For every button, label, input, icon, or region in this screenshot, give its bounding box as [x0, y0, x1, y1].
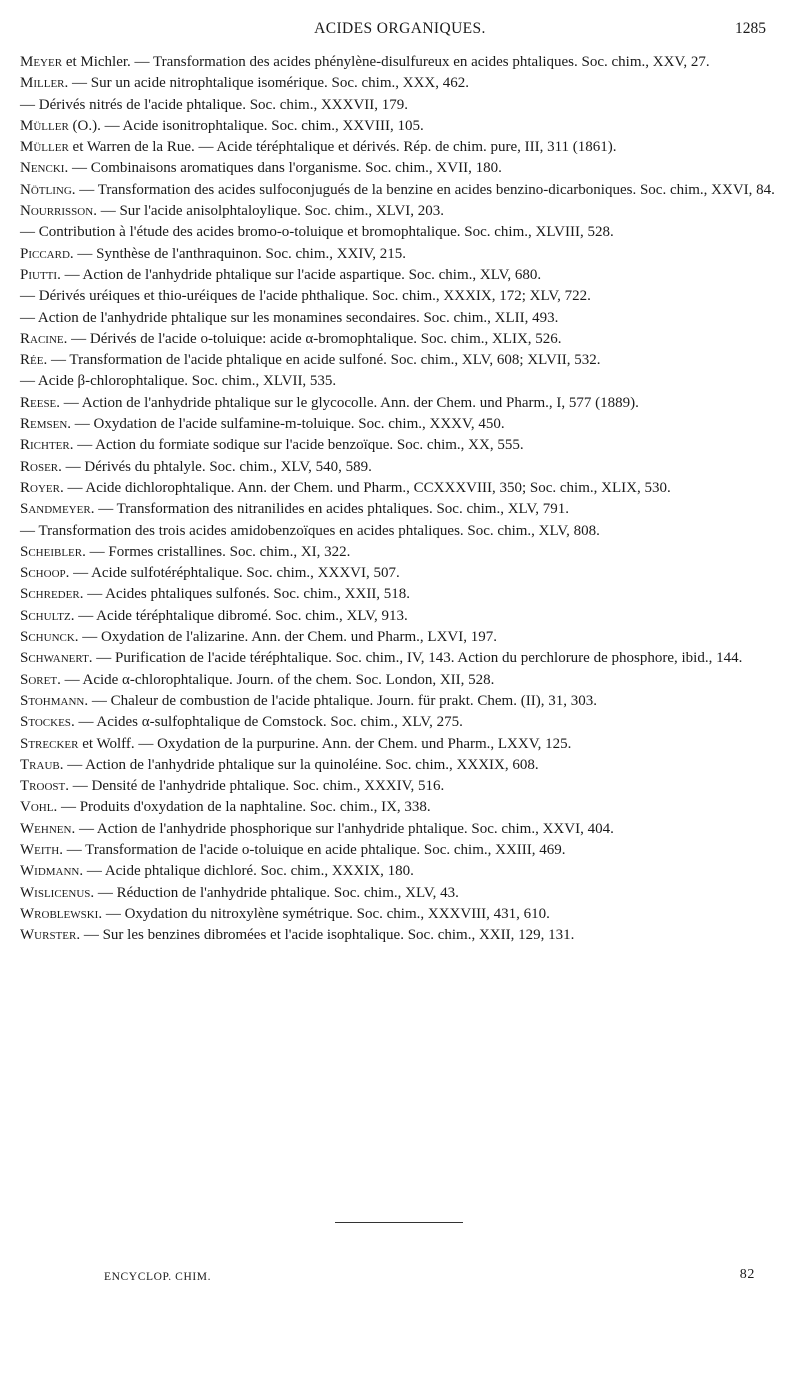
entry-author: Reese: [20, 394, 57, 411]
bibliography-entry: [20, 819, 780, 840]
bibliography-entry: [20, 393, 780, 414]
entry-author: Schoop: [20, 565, 66, 582]
entry-text: — Transformation des trois acides amidobenzoïques en acides phtaliques. Soc. chim., XLV, 808.: [20, 522, 600, 539]
bibliography-entry: [20, 542, 780, 563]
entry-text: — Action de l'anhydride phtalique sur les monamines secondaires. Soc. chim., XLII, 493.: [20, 309, 559, 326]
bibliography-entry: [20, 478, 780, 499]
entry-author: Traub: [20, 756, 60, 773]
entry-text: . — Purification de l'acide téréphtalique. Soc. chim., IV, 143. Action du perchlorure de phosphore, ibid., 144.: [88, 650, 743, 667]
entry-author: Sandmeyer: [20, 501, 91, 518]
entry-text: . — Acides α-sulfophtalique de Comstock. Soc. chim., XLV, 275.: [70, 714, 463, 731]
entry-author: Stohmann: [20, 692, 85, 709]
bibliography-entry: [20, 308, 780, 329]
entry-text: . — Action de l'anhydride phtalique sur le glycocolle. Ann. der Chem. und Pharm., I, 577 (1889).: [56, 394, 639, 411]
running-header: [0, 20, 800, 46]
entry-text: . — Transformation de l'acide phtalique en acide sulfoné. Soc. chim., XLV, 608; XLVII, 532.: [43, 352, 601, 369]
entry-text: — Dérivés nitrés de l'acide phtalique. Soc. chim., XXXVII, 179.: [20, 96, 409, 113]
entry-text: . — Oxydation de l'alizarine. Ann. der Chem. und Pharm., LXVI, 197.: [74, 629, 498, 646]
entry-author: Royer: [20, 479, 60, 496]
entry-author: Schultz: [20, 607, 71, 624]
entry-author: Scheibler: [20, 543, 83, 560]
entry-text: . — Acide téréphtalique dibromé. Soc. chim., XLV, 913.: [70, 607, 408, 624]
entry-text: et Warren de la Rue. — Acide téréphtalique et dérivés. Rép. de chim. pure, III, 311 (1861).: [68, 139, 617, 156]
entry-text: . — Densité de l'anhydride phtalique. Soc. chim., XXXIV, 516.: [65, 778, 445, 795]
bibliography-entry: [20, 797, 780, 818]
bibliography-entry: [20, 116, 780, 137]
entry-text: . — Action de l'anhydride phtalique sur l'acide aspartique. Soc. chim., XLV, 680.: [57, 266, 542, 283]
entry-text: . — Dérivés du phtalyle. Soc. chim., XLV, 540, 589.: [58, 458, 372, 475]
entry-author: Wislicenus: [20, 884, 91, 901]
entry-text: . — Produits d'oxydation de la naphtaline. Soc. chim., IX, 338.: [53, 799, 431, 816]
page-number: 1285: [735, 20, 766, 37]
entry-author: Soret: [20, 671, 58, 688]
bibliography-entry: [20, 286, 780, 307]
entry-text: . — Sur l'acide anisolphtaloylique. Soc. chim., XLVI, 203.: [93, 203, 445, 220]
entry-text: . — Action du formiate sodique sur l'acide benzoïque. Soc. chim., XX, 555.: [69, 437, 524, 454]
entry-author: Müller: [20, 139, 69, 156]
bibliography-entry: [20, 755, 780, 776]
entry-text: . — Acide phtalique dichloré. Soc. chim., XXXIX, 180.: [79, 863, 414, 880]
bibliography-entry: [20, 499, 780, 520]
entry-author: Richter: [20, 437, 70, 454]
page-footer: [0, 1267, 800, 1293]
entry-author: Remsen: [20, 416, 68, 433]
entry-text: . — Transformation de l'acide o-toluique en acide phtalique. Soc. chim., XXIII, 469.: [59, 841, 566, 858]
entry-author: Stockes: [20, 714, 71, 731]
entry-author: Piutti: [20, 266, 58, 283]
bibliography-entry: [20, 925, 780, 946]
entry-author: Piccard: [20, 245, 70, 262]
bibliography-entry: [20, 563, 780, 584]
entry-text: . — Formes cristallines. Soc. chim., XI, 322.: [82, 543, 351, 560]
bibliography-entry: [20, 584, 780, 605]
entry-author: Vohl: [20, 799, 54, 816]
bibliography-entry: [20, 329, 780, 350]
bibliography-entry: [20, 95, 780, 116]
entry-author: Schreder: [20, 586, 80, 603]
bibliography-entry: [20, 371, 780, 392]
bibliography-entry: [20, 158, 780, 179]
entry-text: . — Action de l'anhydride phosphorique sur l'anhydride phtalique. Soc. chim., XXVI, 404.: [71, 820, 614, 837]
entry-author: Nötling: [20, 181, 72, 198]
entry-author: Roser: [20, 458, 59, 475]
entry-author: Miller: [20, 75, 65, 92]
bibliography-entry: [20, 734, 780, 755]
bibliography-entry: [20, 883, 780, 904]
entry-text: — Acide β-chlorophtalique. Soc. chim., XLVII, 535.: [20, 373, 337, 390]
bibliography-entry: [20, 776, 780, 797]
entry-author: Wroblewski: [20, 905, 99, 922]
entry-text: . — Transformation des acides sulfoconjugués de la benzine en acides benzino-dicarboniques. Soc. chim., XXVI, 84.: [71, 181, 775, 198]
bibliography-entry: [20, 73, 780, 94]
bibliography-entry: [20, 861, 780, 882]
entry-text: . — Dérivés de l'acide o-toluique: acide α-bromophtalique. Soc. chim., XLIX, 526.: [63, 330, 562, 347]
entry-text: . — Acide α-chlorophtalique. Journ. of the chem. Soc. London, XII, 528.: [57, 671, 495, 688]
entry-text: . — Acides phtaliques sulfonés. Soc. chim., XXII, 518.: [79, 586, 411, 603]
entry-text: — Dérivés uréiques et thio-uréiques de l'acide phthalique. Soc. chim., XXXIX, 172; XLV, 722.: [20, 288, 591, 305]
entry-author: Meyer: [20, 54, 63, 70]
bibliography-entry: [20, 457, 780, 478]
header-title: ACIDES ORGANIQUES.: [314, 20, 486, 37]
signature-mark: 82: [739, 1267, 755, 1282]
bibliography-entry: [20, 350, 780, 371]
entry-author: Troost: [20, 778, 66, 795]
footer-journal: ENCYCLOP. CHIM.: [104, 1271, 212, 1283]
entry-author: Weith: [20, 841, 60, 858]
entry-author: Schunck: [20, 629, 75, 646]
bibliography-entry: [20, 201, 780, 222]
bibliography-list: [20, 52, 780, 946]
bibliography-entry: [20, 691, 780, 712]
entry-text: et Wolff. — Oxydation de la purpurine. Ann. der Chem. und Pharm., LXXV, 125.: [78, 735, 572, 752]
entry-author: Wurster: [20, 927, 77, 944]
bibliography-entry: [20, 265, 780, 286]
entry-text: . — Transformation des nitranilides en acides phtaliques. Soc. chim., XLV, 791.: [90, 501, 569, 518]
entry-author: Racine: [20, 330, 64, 347]
entry-text: . — Sur les benzines dibromées et l'acide isophtalique. Soc. chim., XXII, 129, 131.: [76, 927, 575, 944]
bibliography-entry: [20, 648, 780, 669]
entry-text: . — Réduction de l'anhydride phtalique. Soc. chim., XLV, 43.: [90, 884, 459, 901]
bibliography-entry: [20, 840, 780, 861]
entry-text: . — Action de l'anhydride phtalique sur la quinoléine. Soc. chim., XXXIX, 608.: [59, 756, 539, 773]
entry-text: et Michler. — Transformation des acides phénylène-disulfureux en acides phtaliques. Soc. chim., XXV, 27.: [62, 54, 710, 70]
entry-author: Müller: [20, 117, 69, 134]
entry-text: . — Acide sulfotéréphtalique. Soc. chim., XXXVI, 507.: [65, 565, 400, 582]
bibliography-entry: [20, 435, 780, 456]
section-divider: [335, 1222, 463, 1223]
entry-text: . — Combinaisons aromatiques dans l'organisme. Soc. chim., XVII, 180.: [64, 160, 502, 177]
bibliography-entry: [20, 606, 780, 627]
bibliography-entry: [20, 627, 780, 648]
entry-author: Schwanert: [20, 650, 89, 667]
entry-author: Widmann: [20, 863, 80, 880]
entry-text: — Contribution à l'étude des acides bromo-o-toluique et bromophtalique. Soc. chim., XLVIII, 528.: [20, 224, 614, 241]
entry-text: . — Acide dichlorophtalique. Ann. der Chem. und Pharm., CCXXXVIII, 350; Soc. chim., XLIX, 530.: [59, 479, 671, 496]
entry-author: Rée: [20, 352, 44, 369]
bibliography-entry: [20, 137, 780, 158]
bibliography-entry: [20, 904, 780, 925]
entry-text: (O.). — Acide isonitrophtalique. Soc. chim., XXVIII, 105.: [68, 117, 424, 134]
entry-text: . — Synthèse de l'anthraquinon. Soc. chim., XXIV, 215.: [69, 245, 407, 262]
entry-text: . — Oxydation du nitroxylène symétrique. Soc. chim., XXXVIII, 431, 610.: [98, 905, 550, 922]
entry-author: Strecker: [20, 735, 79, 752]
bibliography-entry: [20, 222, 780, 243]
bibliography-entry: [20, 521, 780, 542]
entry-text: . — Sur un acide nitrophtalique isomérique. Soc. chim., XXX, 462.: [64, 75, 470, 92]
entry-author: Nourrisson: [20, 203, 94, 220]
entry-author: Nencki: [20, 160, 65, 177]
bibliography-entry: [20, 52, 780, 73]
entry-author: Wehnen: [20, 820, 72, 837]
entry-text: . — Oxydation de l'acide sulfamine-m-toluique. Soc. chim., XXXV, 450.: [67, 416, 505, 433]
bibliography-entry: [20, 180, 780, 201]
entry-text: . — Chaleur de combustion de l'acide phtalique. Journ. für prakt. Chem. (II), 31, 303.: [84, 692, 597, 709]
bibliography-entry: [20, 414, 780, 435]
bibliography-entry: [20, 244, 780, 265]
bibliography-entry: [20, 670, 780, 691]
bibliography-entry: [20, 712, 780, 733]
